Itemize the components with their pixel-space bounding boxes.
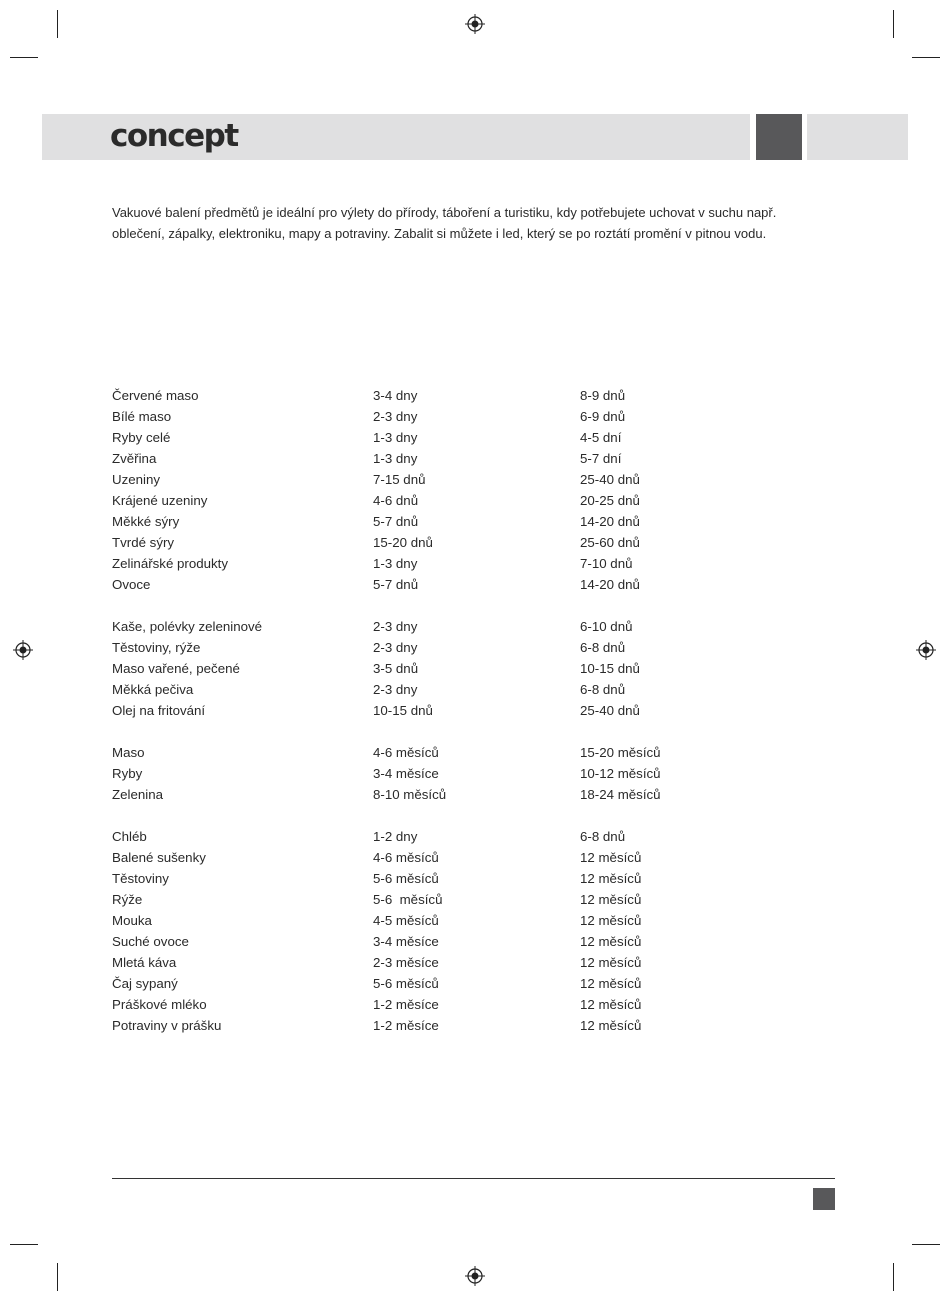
page-marker — [813, 1188, 835, 1210]
standard-storage-time: 1-3 dny — [373, 430, 418, 445]
crop-mark — [57, 10, 58, 38]
food-name: Potraviny v prášku — [112, 1018, 222, 1033]
food-name: Ovoce — [112, 577, 151, 592]
food-name: Bílé maso — [112, 409, 172, 424]
food-name: Tvrdé sýry — [112, 535, 175, 550]
footer-rule — [112, 1178, 835, 1179]
vacuum-storage-time: 12 měsíců — [580, 913, 642, 928]
food-name: Balené sušenky — [112, 850, 206, 865]
table-row — [112, 490, 732, 511]
registration-mark-icon — [916, 640, 936, 660]
header-side-block — [807, 114, 908, 160]
food-name: Měkké sýry — [112, 514, 180, 529]
intro-paragraph — [112, 202, 852, 244]
food-name: Mletá káva — [112, 955, 177, 970]
food-name: Ryby celé — [112, 430, 171, 445]
food-name: Uzeniny — [112, 472, 161, 487]
vacuum-storage-time: 10-15 dnů — [580, 661, 640, 676]
crop-mark — [912, 1244, 940, 1245]
table-group — [112, 742, 732, 805]
vacuum-storage-time: 14-20 dnů — [580, 577, 640, 592]
vacuum-storage-time: 7-10 dnů — [580, 556, 633, 571]
table-row — [112, 616, 732, 637]
standard-storage-time: 5-6 měsíců — [373, 871, 439, 886]
food-name: Olej na fritování — [112, 703, 206, 718]
standard-storage-time: 2-3 dny — [373, 619, 418, 634]
food-name: Červené maso — [112, 388, 199, 403]
standard-storage-time: 5-6 měsíců — [373, 976, 439, 991]
table-row — [112, 658, 732, 679]
table-row — [112, 742, 732, 763]
crop-mark — [10, 1244, 38, 1245]
vacuum-storage-time: 25-40 dnů — [580, 472, 640, 487]
intro-line: oblečení, zápalky, elektroniku, mapy a potraviny. Zabalit si můžete i led, který se po roztátí promění v pitnou vodu. — [112, 226, 767, 241]
concept-logo: concept — [110, 118, 238, 154]
food-name: Rýže — [112, 892, 143, 907]
food-name: Maso vařené, pečené — [112, 661, 240, 676]
table-row — [112, 952, 732, 973]
table-row — [112, 637, 732, 658]
table-row — [112, 1015, 732, 1036]
food-name: Mouka — [112, 913, 152, 928]
food-name: Práškové mléko — [112, 997, 207, 1012]
table-row — [112, 994, 732, 1015]
table-row — [112, 406, 732, 427]
vacuum-storage-time: 18-24 měsíců — [580, 787, 661, 802]
vacuum-storage-time: 12 měsíců — [580, 850, 642, 865]
standard-storage-time: 1-3 dny — [373, 451, 418, 466]
standard-storage-time: 3-4 měsíce — [373, 934, 439, 949]
table-row — [112, 931, 732, 952]
crop-mark — [57, 1263, 58, 1291]
crop-mark — [893, 10, 894, 38]
table-group — [112, 616, 732, 721]
registration-mark-icon — [13, 640, 33, 660]
vacuum-storage-time: 12 měsíců — [580, 934, 642, 949]
table-row — [112, 469, 732, 490]
table-row — [112, 973, 732, 994]
standard-storage-time: 7-15 dnů — [373, 472, 426, 487]
table-row — [112, 448, 732, 469]
table-group — [112, 385, 732, 595]
standard-storage-time: 3-4 měsíce — [373, 766, 439, 781]
crop-mark — [912, 57, 940, 58]
standard-storage-time: 4-6 dnů — [373, 493, 419, 508]
vacuum-storage-time: 15-20 měsíců — [580, 745, 661, 760]
vacuum-storage-time: 4-5 dní — [580, 430, 622, 445]
food-name: Čaj sypaný — [112, 976, 178, 991]
vacuum-storage-time: 8-9 dnů — [580, 388, 626, 403]
food-name: Suché ovoce — [112, 934, 189, 949]
table-row — [112, 574, 732, 595]
table-row — [112, 700, 732, 721]
table-row — [112, 763, 732, 784]
food-name: Těstoviny, rýže — [112, 640, 201, 655]
vacuum-storage-time: 20-25 dnů — [580, 493, 640, 508]
table-row — [112, 910, 732, 931]
standard-storage-time: 8-10 měsíců — [373, 787, 447, 802]
table-row — [112, 889, 732, 910]
standard-storage-time: 1-3 dny — [373, 556, 418, 571]
table-row — [112, 679, 732, 700]
registration-mark-icon — [465, 1266, 485, 1286]
table-group — [112, 826, 732, 1036]
crop-mark — [10, 57, 38, 58]
table-row — [112, 427, 732, 448]
standard-storage-time: 3-4 dny — [373, 388, 418, 403]
table-row — [112, 868, 732, 889]
standard-storage-time: 3-5 dnů — [373, 661, 419, 676]
vacuum-storage-time: 25-60 dnů — [580, 535, 640, 550]
standard-storage-time: 5-7 dnů — [373, 514, 419, 529]
header-accent-block — [756, 114, 802, 160]
food-name: Zvěřina — [112, 451, 157, 466]
vacuum-storage-time: 25-40 dnů — [580, 703, 640, 718]
vacuum-storage-time: 10-12 měsíců — [580, 766, 661, 781]
vacuum-storage-time: 6-8 dnů — [580, 640, 626, 655]
food-name: Zelenina — [112, 787, 164, 802]
table-row — [112, 826, 732, 847]
standard-storage-time: 1-2 měsíce — [373, 997, 439, 1012]
standard-storage-time: 2-3 dny — [373, 409, 418, 424]
storage-time-table — [112, 385, 732, 1057]
standard-storage-time: 2-3 dny — [373, 682, 418, 697]
standard-storage-time: 10-15 dnů — [373, 703, 433, 718]
table-row — [112, 532, 732, 553]
vacuum-storage-time: 12 měsíců — [580, 871, 642, 886]
vacuum-storage-time: 12 měsíců — [580, 955, 642, 970]
crop-mark — [893, 1263, 894, 1291]
standard-storage-time: 5-6 měsíců — [373, 892, 443, 907]
vacuum-storage-time: 12 měsíců — [580, 997, 642, 1012]
food-name: Krájené uzeniny — [112, 493, 208, 508]
table-row — [112, 511, 732, 532]
standard-storage-time: 5-7 dnů — [373, 577, 419, 592]
standard-storage-time: 1-2 dny — [373, 829, 418, 844]
standard-storage-time: 1-2 měsíce — [373, 1018, 439, 1033]
table-row — [112, 385, 732, 406]
vacuum-storage-time: 6-9 dnů — [580, 409, 626, 424]
table-row — [112, 553, 732, 574]
vacuum-storage-time: 12 měsíců — [580, 1018, 642, 1033]
vacuum-storage-time: 14-20 dnů — [580, 514, 640, 529]
registration-mark-icon — [465, 14, 485, 34]
food-name: Maso — [112, 745, 145, 760]
vacuum-storage-time: 6-10 dnů — [580, 619, 633, 634]
food-name: Měkká pečiva — [112, 682, 194, 697]
vacuum-storage-time: 6-8 dnů — [580, 682, 626, 697]
table-row — [112, 847, 732, 868]
vacuum-storage-time: 6-8 dnů — [580, 829, 626, 844]
vacuum-storage-time: 12 měsíců — [580, 892, 642, 907]
food-name: Kaše, polévky zeleninové — [112, 619, 263, 634]
standard-storage-time: 4-6 měsíců — [373, 745, 439, 760]
vacuum-storage-time: 5-7 dní — [580, 451, 622, 466]
vacuum-storage-time: 12 měsíců — [580, 976, 642, 991]
standard-storage-time: 2-3 měsíce — [373, 955, 439, 970]
food-name: Zelinářské produkty — [112, 556, 229, 571]
standard-storage-time: 2-3 dny — [373, 640, 418, 655]
standard-storage-time: 4-6 měsíců — [373, 850, 439, 865]
food-name: Chléb — [112, 829, 147, 844]
food-name: Ryby — [112, 766, 143, 781]
standard-storage-time: 15-20 dnů — [373, 535, 433, 550]
food-name: Těstoviny — [112, 871, 169, 886]
table-row — [112, 784, 732, 805]
intro-line: Vakuové balení předmětů je ideální pro výlety do přírody, táboření a turistiku, kdy potřebujete uchovat v suchu např. — [112, 205, 777, 220]
standard-storage-time: 4-5 měsíců — [373, 913, 439, 928]
